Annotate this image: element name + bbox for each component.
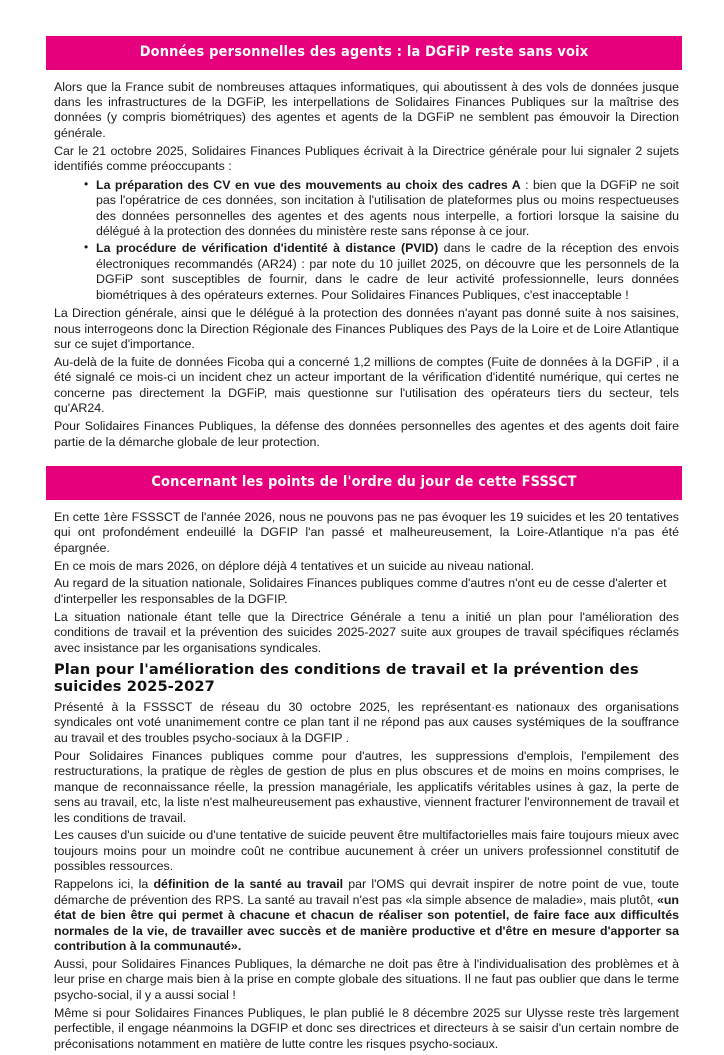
paragraph: Les causes d'un suicide ou d'une tentative de suicide peuvent être multifactorielles mais faire toujours mieux avec toujours moins pour un moindre coût ne contribue aucunement à créer un univers professionnel constitutif de possibles ressources. bbox=[54, 828, 679, 874]
paragraph: Même si pour Solidaires Finances Publiques, le plan publié le 8 décembre 2025 sur Ulysse reste très largement perfectible, il engage néanmoins la DGFIP et donc ses directrices et directeurs à se saisir d'un certain nombre de préconisations notamment en matière de lutte contre les risques psycho-sociaux. bbox=[54, 1005, 679, 1051]
document-content bbox=[46, 36, 682, 1055]
paragraph: En cette 1ère FSSSCT de l'année 2026, nous ne pouvons pas ne pas évoquer les 19 suicides et les 20 tentatives qui ont profondément endeuillé la DGFIP l'an passé et malheureusement, la Loire-Atlantique n'a pas été épargnée. bbox=[54, 509, 679, 555]
section2-body bbox=[46, 510, 682, 1052]
definition-text-middle: par l'OMS qui devrait inspirer de notre point de vue, toute démarche de prévention des RPS. La santé au travail n'est pas «la simple absence de maladie», mais plutôt, bbox=[54, 877, 680, 907]
paragraph: Pour Solidaires Finances Publiques, la défense des données personnelles des agentes et des agents doit faire partie de la démarche globale de leur protection. bbox=[54, 419, 679, 449]
paragraph: Présenté à la FSSSCT de réseau du 30 octobre 2025, les représentant·es nationaux des organisations syndicales ont voté unanimement contre ce plan tant il ne répond pas aux causes systémiques de la souffrance au travail et des troubles psycho-sociaux à la DGFIP . bbox=[54, 699, 679, 745]
list-item-bold-lead: La préparation des CV en vue des mouvements au choix des cadres A bbox=[96, 177, 521, 192]
paragraph: Au regard de la situation nationale, Solidaires Finances publiques comme d'autres n'ont eu de cesse d'alerter et d'interpeller les responsables de la DGFIP. bbox=[54, 576, 667, 606]
paragraph: Aussi, pour Solidaires Finances Publiques, la démarche ne doit pas être à l'individualisation des problèmes et à leur prise en charge mais bien à la prise en compte globale des situations. Il ne faut pas oublier que dans le terme psycho-social, il y a aussi social ! bbox=[54, 956, 679, 1002]
list-item-bold-lead: La procédure de vérification d'identité à distance (PVID) bbox=[96, 241, 439, 256]
section1-body bbox=[46, 80, 682, 451]
definition-bold-quote: «un état de bien être qui permet à chacune et chacun de réaliser son potentiel, de faire face aux difficultés normales de la vie, de travailler avec succès et de manière productive et d'être en mesure d'apporter sa contribution à la communauté». bbox=[54, 892, 679, 954]
paragraph-definition-sante bbox=[54, 877, 679, 954]
paragraph: Au-delà de la fuite de données Ficoba qui a concerné 1,2 millions de comptes (Fuite de données à la DGFiP , il a été signalé ce mois-ci un incident chez un acteur important de la vérification d'identité numérique, qui certes ne concerne pas directement la DGFiP, mais questionne sur l'utilisation des opérateurs tiers du secteur, tels qu'AR24. bbox=[54, 355, 679, 416]
preoccupations-list bbox=[54, 178, 679, 304]
section-banner-donnees-personnelles: Données personnelles des agents : la DGFiP reste sans voix bbox=[46, 36, 682, 70]
paragraph: Car le 21 octobre 2025, Solidaires Finances Publiques écrivait à la Directrice générale pour lui signaler 2 sujets identifiés comme préoccupants : bbox=[54, 143, 679, 174]
paragraph: La situation nationale étant telle que la Directrice Générale a tenu a initié un plan pour l'amélioration des conditions de travail et la prévention des suicides 2025-2027 suite aux groupes de travail spécifiques réclamés avec insistance par les organisations syndicales. bbox=[54, 609, 679, 655]
section-banner-ordre-du-jour: Concernant les points de l'ordre du jour de cette FSSSCT bbox=[46, 466, 682, 500]
list-item-text: dans le cadre de la réception des envois électroniques recommandés (AR24) : par note du 10 juillet 2025, on découvre que les personnels de la DGFiP sont susceptibles de fournir, dans le cadre de leur activité professionnelle, leurs données biométriques à des opérateurs externes. Pour Solidaires Finances Publiques, c'est inacceptable ! bbox=[96, 241, 679, 302]
paragraph: Alors que la France subit de nombreuses attaques informatiques, qui aboutissent à des vols de données jusque dans les infrastructures de la DGFiP, les interpellations de Solidaires Finances Publiques sur la maîtrise des données (y compris biométriques) des agentes et agents de la DGFiP ne semblent pas émouvoir la Direction générale. bbox=[54, 79, 679, 140]
paragraph: En ce mois de mars 2026, on déplore déjà 4 tentatives et un suicide au niveau national. bbox=[54, 558, 535, 573]
paragraph: Pour Solidaires Finances publiques comme pour d'autres, les suppressions d'emplois, l'empilement des restructurations, la pratique de règles de gestion de plus en plus obscures et de moins en moins comprises, le manque de reconnaissance réelle, la pression managériale, les applicatifs véritables usines à gaz, la perte de sens au travail, etc, la liste n'est malheureusement pas exhaustive, viennent fracturer l'environnement de travail et les conditions de travail. bbox=[54, 748, 679, 825]
plan-section-heading: Plan pour l'amélioration des conditions de travail et la prévention des suicides 2025-2027 bbox=[54, 661, 639, 696]
definition-text-lead: Rappelons ici, la bbox=[54, 877, 154, 892]
list-item-text: : bien que la DGFiP ne soit pas l'opératrice de ces données, son incitation à l'utilisation de plateformes plus ou moins respectueuses des données personnelles des agentes et des agents nous interpelle, a fortiori lorsque la saisine du délégué à la protection des données du ministère reste sans réponse à ce jour. bbox=[96, 177, 679, 238]
paragraph: La Direction générale, ainsi que le délégué à la protection des données n'ayant pas donné suite à nos saisines, nous interrogeons donc la Direction Régionale des Finances Publiques des Pays de la Loire et de Loire Atlantique sur ce sujet d'importance. bbox=[54, 306, 679, 352]
list-item bbox=[84, 241, 679, 303]
list-item bbox=[84, 178, 679, 240]
definition-bold-term: définition de la santé au travail bbox=[153, 877, 344, 892]
